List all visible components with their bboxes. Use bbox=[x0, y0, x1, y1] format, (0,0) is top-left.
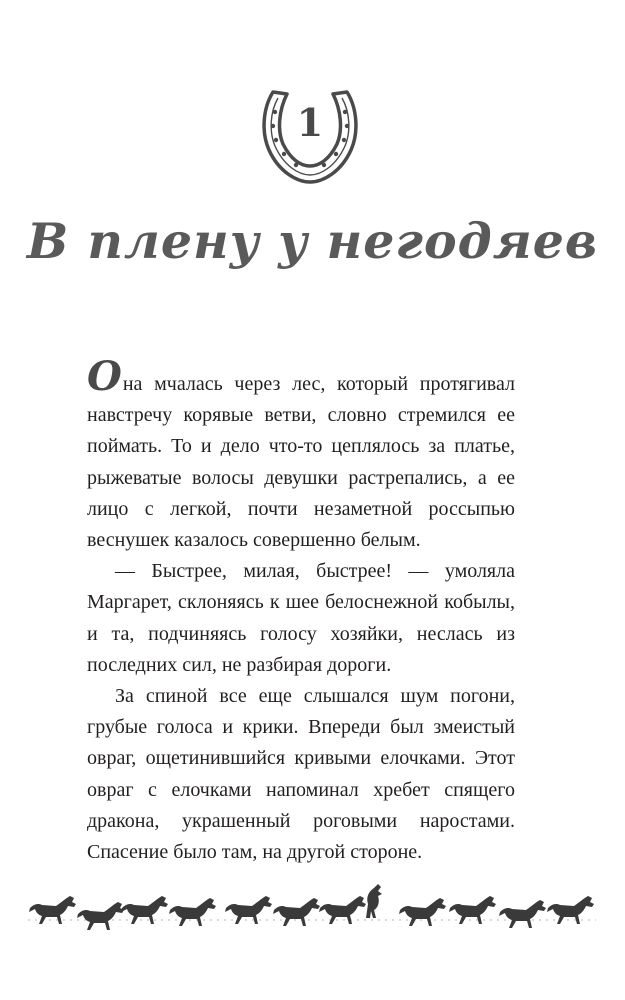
paragraph-1-text: на мчалась через лес, который протягивал навстречу корявые ветви, словно стремился ее поймать. То и дело что-то цеплялось за платье, рыжеватые волосы девушки растрепались, а ее лицо с легкой, почти незаметной россыпью веснушек казалось совершенно белым. bbox=[87, 373, 515, 552]
paragraph-3: За спиной все еще слышался шум погони, грубые голоса и крики. Впереди был змеистый овраг, ощетинившийся кривыми елочками. Этот овраг с елочками напоминал хребет спящего дракона, украшенный роговыми наростами. Спасение было там, на другой стороне. bbox=[87, 685, 515, 864]
drop-cap: О bbox=[87, 353, 122, 400]
paragraph-1 bbox=[87, 353, 515, 556]
running-horses-icon bbox=[28, 884, 596, 930]
chapter-number: 1 bbox=[296, 100, 324, 145]
paragraph-2: — Быстрее, милая, быстрее! — умоляла Маргарет, склоняясь к шее белоснежной кобылы, и та, подчиняясь голосу хозяйки, неслась из последних сил, не разбирая дороги. bbox=[87, 560, 515, 676]
chapter-title: В плену у негодяев bbox=[26, 212, 599, 270]
body-text bbox=[87, 353, 515, 868]
